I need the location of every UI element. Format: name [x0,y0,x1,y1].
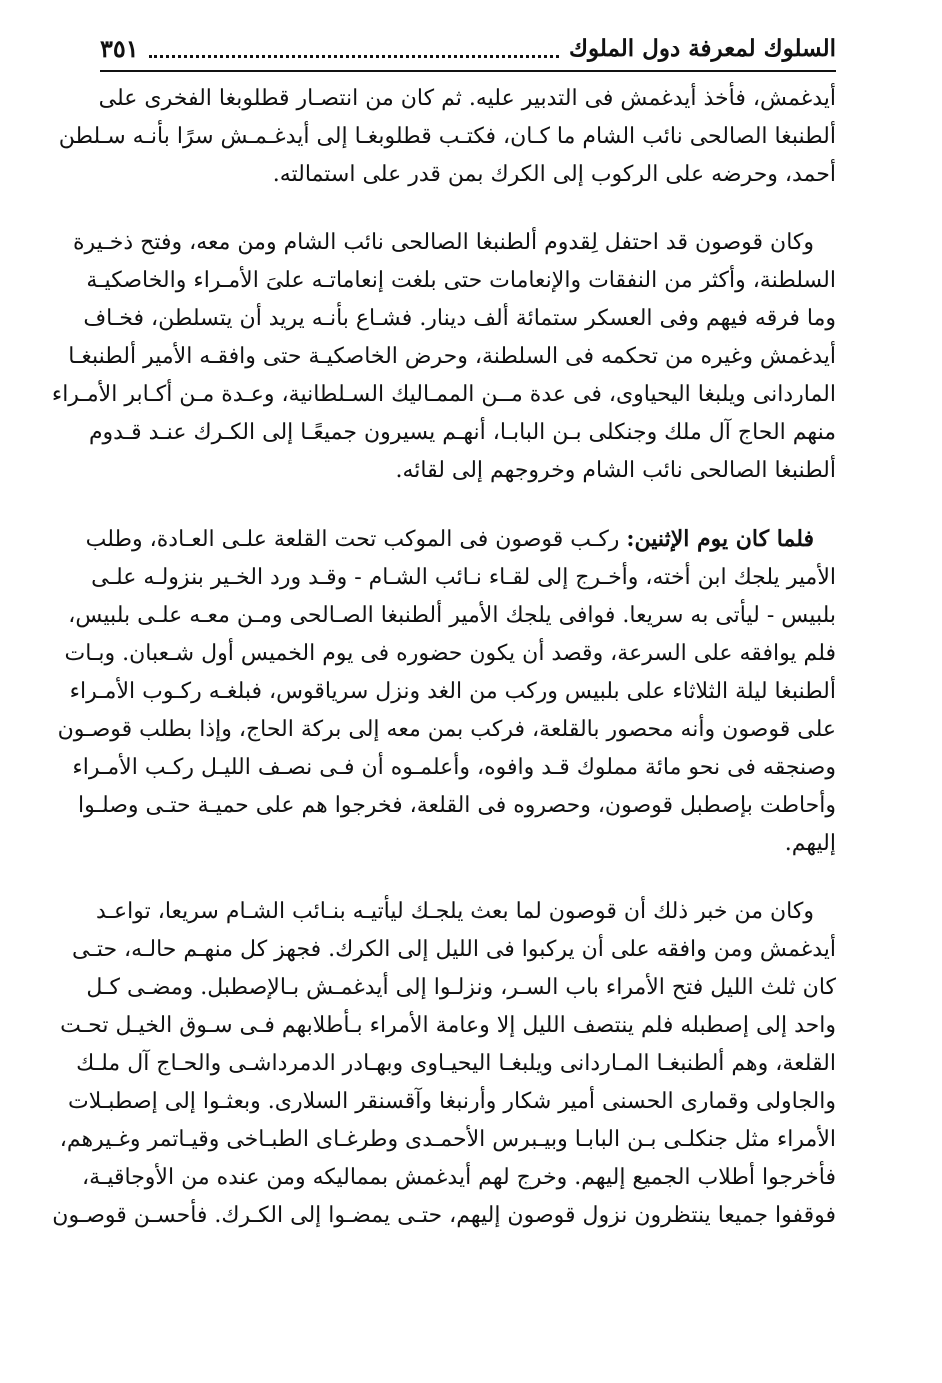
header-rule [100,70,836,72]
text-line: أيدغمش ومن وافقه على أن يركبوا فى الليل إلى الكرك. فجهز كل منهـم حالـه، حتـى [72,937,836,962]
text-line: ألطنبغا الصالحى نائب الشام وخروجهم إلى لقائه. [395,458,836,483]
paragraph-3 [57,520,836,863]
text-line: وكان من خبر ذلك أن قوصون لما بعث يلجـك ليأتيـه بنـائب الشـام سريعا، تواعـد [96,899,814,924]
text-line: بلبيس - ليأتى به سريعا. فوافى يلجك الأمير ألطنبغا الصـالحى ومـن معـه علـى بلبيس، [68,603,836,628]
text-line: أحمد، وحرضه على الركوب إلى الكرك بمن قدر على استمالته. [272,162,836,187]
text-line: الأمير يلجك ابن أخته، وأخـرج إلى لقـاء نـائب الشـام - وقـد ورد الخـير بنزولـه علـى [91,565,836,590]
paragraph-4 [52,893,836,1235]
text-line: فأخرجوا أطلاب الجميع إليهم. وخرج لهم أيدغمش بمماليكه ومن عنده من الأوجاقيـة، [82,1165,836,1190]
text-line: الأمراء مثل جنكلـى بـن البابـا وبيـبرس الأحمـدى وطرغـاى الطبـاخى وقيـاتمر وغـيرهم، [59,1127,836,1152]
text-line: وصنجقه فى نحو مائة مملوك قـد وافوه، وأعلمـوه أن فـى نصـف الليـل ركـب الأمـراء [72,755,836,780]
paragraph-lead-in: فلما كان يوم الإثنين: [626,526,814,552]
dot-leader [149,55,559,58]
text-line: أيدغمش وغيره من تحكمه فى السلطنة، وحرض الخاصكيـة حتى وافقـه الأمير ألطنبغـا [68,344,836,369]
text-line: الماردانى ويلبغا اليحياوى، فى عدة مــن الممـاليك السـلطانية، وعـدة مـن أكـابر الأمـراء [51,382,836,407]
text-line-rest: ركـب قوصون فى الموكب تحت القلعة علـى العـادة، وطلب [85,527,620,552]
running-title: السلوك لمعرفة دول الملوك [568,34,836,62]
text-line: كان ثلث الليل فتح الأمراء باب السـر، ونزلـوا إلى أيدغمـش بـالإصطبل. ومضـى كـل [86,975,836,1000]
text-line: واحد إلى إصطبله فلم ينتصف الليل إلا وعامة الأمراء بـأطلابهم فـى سـوق الخيـل تحـت [60,1013,836,1038]
text-line: إليهم. [784,831,836,856]
text-line: السلطنة، وأكثر من النفقات والإنعامات حتى بلغت إنعاماتـه علىَ الأمـراء والخاصكيـة [86,268,836,293]
page-number: ٣٥١ [100,33,139,63]
running-header [100,28,836,68]
text-line: على قوصون وأنه محصور بالقلعة، فركب بمن معه إلى بركة الحاج، وإذا بطلب قوصـون [57,717,836,742]
text-line: والجاولى وقمارى الحسنى أمير شكار وأرنبغا وآقسنقر السلارى. وبعثـوا إلى إصطبـلات [67,1089,836,1114]
text-line: القلعة، وهم ألطنبغـا المـاردانى ويلبغـا اليحيـاوى وبهـادر الدمرداشـى والحـاج آل ملـك [76,1051,836,1076]
text-line: وما فرقه فيهم وفى العسكر ستمائة ألف دينار. فشـاع بأنـه يريد أن يتسلطن، فخـاف [83,306,836,331]
text-line: فلم يوافقه على السرعة، وقصد أن يكون حضوره فى يوم الخميس أول شـعبان. وبـات [64,641,836,666]
text-line: وكان قوصون قد احتفل لِقدوم ألطنبغا الصالحى نائب الشام ومن معه، وفتح ذخـيرة [73,230,814,255]
text-line [85,520,836,559]
text-line: ألطنبغا الصالحى نائب الشام ما كـان، فكتـب قطلوبغـا إلى أيدغـمـش سرًا بأنـه سـلطن [58,124,836,149]
body-text [51,80,836,1265]
text-line: منهم الحاج آل ملك وجنكلى بـن البابـا، أنهـم يسيرون جميعًـا إلى الكـرك عنـد قـدوم [88,420,836,445]
text-line: وأحاطت بإصطبل قوصون، وحصروه فى القلعة، فخرجوا هم على حميـة حتـى وصلـوا [78,793,836,818]
paragraph-2 [51,224,836,490]
text-line: فوقفوا جميعا ينتظرون نزول قوصون إليهم، حتـى يمضـوا إلى الكـرك. فأحسـن قوصـون [52,1203,836,1228]
paragraph-1 [58,80,836,194]
text-line: أيدغمش، فأخذ أيدغمش فى التدبير عليه. ثم كان من انتصـار قطلوبغا الفخرى على [98,86,836,111]
text-line: ألطنبغا ليلة الثلاثاء على بلبيس وركب من الغد ونزل سرياقوس، فبلغـه ركـوب الأمـراء [69,679,836,704]
